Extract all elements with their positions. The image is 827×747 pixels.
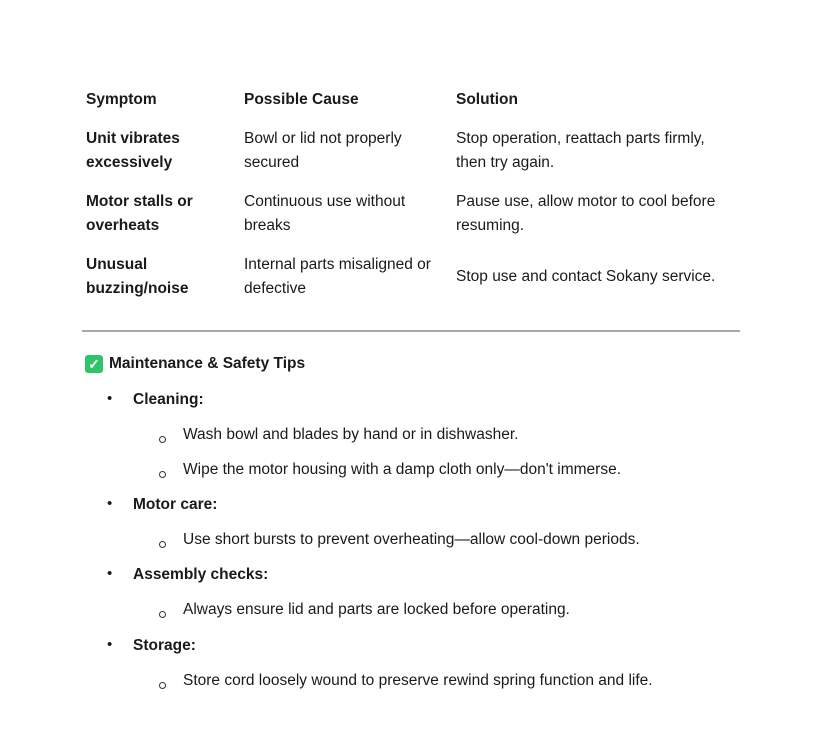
bullet-icon: • bbox=[107, 390, 113, 407]
header-symptom: Symptom bbox=[86, 91, 157, 108]
tip-item: Wash bowl and blades by hand or in dishwasher. bbox=[183, 426, 519, 443]
section-assembly-checks: Assembly checks: bbox=[133, 566, 269, 583]
row2-cause: Continuous use without breaks bbox=[244, 193, 406, 234]
tip-item: Store cord loosely wound to preserve rewind spring function and life. bbox=[183, 672, 653, 689]
tip-item: Wipe the motor housing with a damp cloth only—don't immerse. bbox=[183, 461, 622, 478]
tips-heading: Maintenance & Safety Tips bbox=[109, 355, 306, 372]
row3-cause: Internal parts misaligned or defective bbox=[244, 256, 431, 297]
row2-solution: Pause use, allow motor to cool before resuming. bbox=[456, 193, 716, 234]
horizontal-rule bbox=[82, 330, 740, 332]
circle-bullet-icon bbox=[159, 471, 166, 478]
row1-symptom: Unit vibrates excessively bbox=[86, 130, 180, 171]
tip-item: Always ensure lid and parts are locked before operating. bbox=[183, 601, 570, 618]
row3-symptom: Unusual buzzing/noise bbox=[86, 256, 189, 297]
bullet-icon: • bbox=[107, 495, 113, 512]
circle-bullet-icon bbox=[159, 611, 166, 618]
header-solution: Solution bbox=[456, 91, 518, 108]
circle-bullet-icon bbox=[159, 682, 166, 689]
bullet-icon: • bbox=[107, 636, 113, 653]
tip-item: Use short bursts to prevent overheating—allow cool-down periods. bbox=[183, 531, 640, 548]
row1-cause: Bowl or lid not properly secured bbox=[244, 130, 402, 171]
circle-bullet-icon bbox=[159, 436, 166, 443]
row1-solution: Stop operation, reattach parts firmly, then try again. bbox=[456, 130, 705, 171]
row3-solution: Stop use and contact Sokany service. bbox=[456, 268, 716, 285]
bullet-icon: • bbox=[107, 565, 113, 582]
row2-symptom: Motor stalls or overheats bbox=[86, 193, 193, 234]
circle-bullet-icon bbox=[159, 541, 166, 548]
check-box-icon: ✓ bbox=[85, 355, 103, 373]
header-cause: Possible Cause bbox=[244, 91, 359, 108]
section-cleaning: Cleaning: bbox=[133, 391, 204, 408]
section-motor-care: Motor care: bbox=[133, 496, 218, 513]
section-storage: Storage: bbox=[133, 637, 196, 654]
